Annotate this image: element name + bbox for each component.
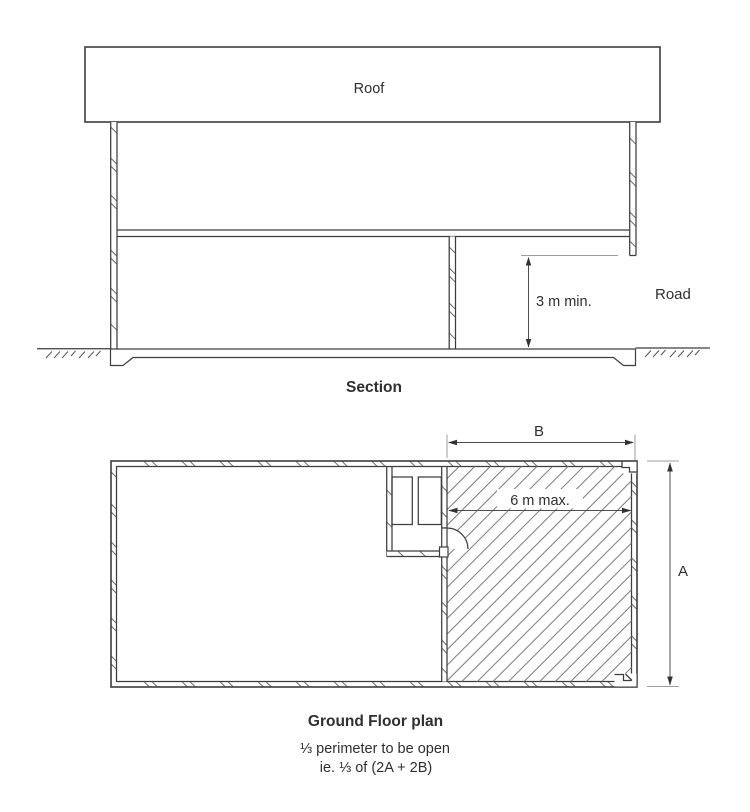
ground-line-right [636,348,711,357]
ground-floor-plan-drawing [111,423,688,776]
note-line-2: ie. ⅓ of (2A + 2B) [319,760,433,776]
dimension-6m-label: 6 m max. [510,493,570,509]
roof-label: Roof [353,81,385,97]
dimension-B-label: B [533,423,545,440]
earth-hatch-ticks [46,351,101,358]
corner-rebate-bottom-right [615,674,637,687]
section-left-wall [111,122,117,349]
ground-line-left [37,349,111,358]
door-jamb [440,547,449,557]
plan-caption: Ground Floor plan [307,713,444,730]
first-floor-slab [117,230,630,237]
arrowhead-down [526,339,532,348]
stair-bottom-wall [387,551,448,557]
section-caption: Section [346,379,402,396]
section-internal-wall [449,237,455,350]
ground-slab [111,349,636,366]
earth-hatch-ticks [645,350,700,357]
clearance-dimension-label: 3 m min. [536,294,592,310]
clearance-dimension [521,256,618,348]
dimension-A [647,461,688,687]
road-label: Road [655,286,691,303]
dimension-A-label: A [678,563,689,580]
door-leaf [442,528,447,549]
section-drawing [37,47,710,396]
corner-rebate-top-right [622,462,637,474]
note-line-1: ⅓ perimeter to be open [300,741,450,757]
section-right-wall [630,122,636,256]
open-area-boundary-wall [442,549,447,682]
arrowhead-up [526,257,532,266]
dimension-B [447,423,635,460]
